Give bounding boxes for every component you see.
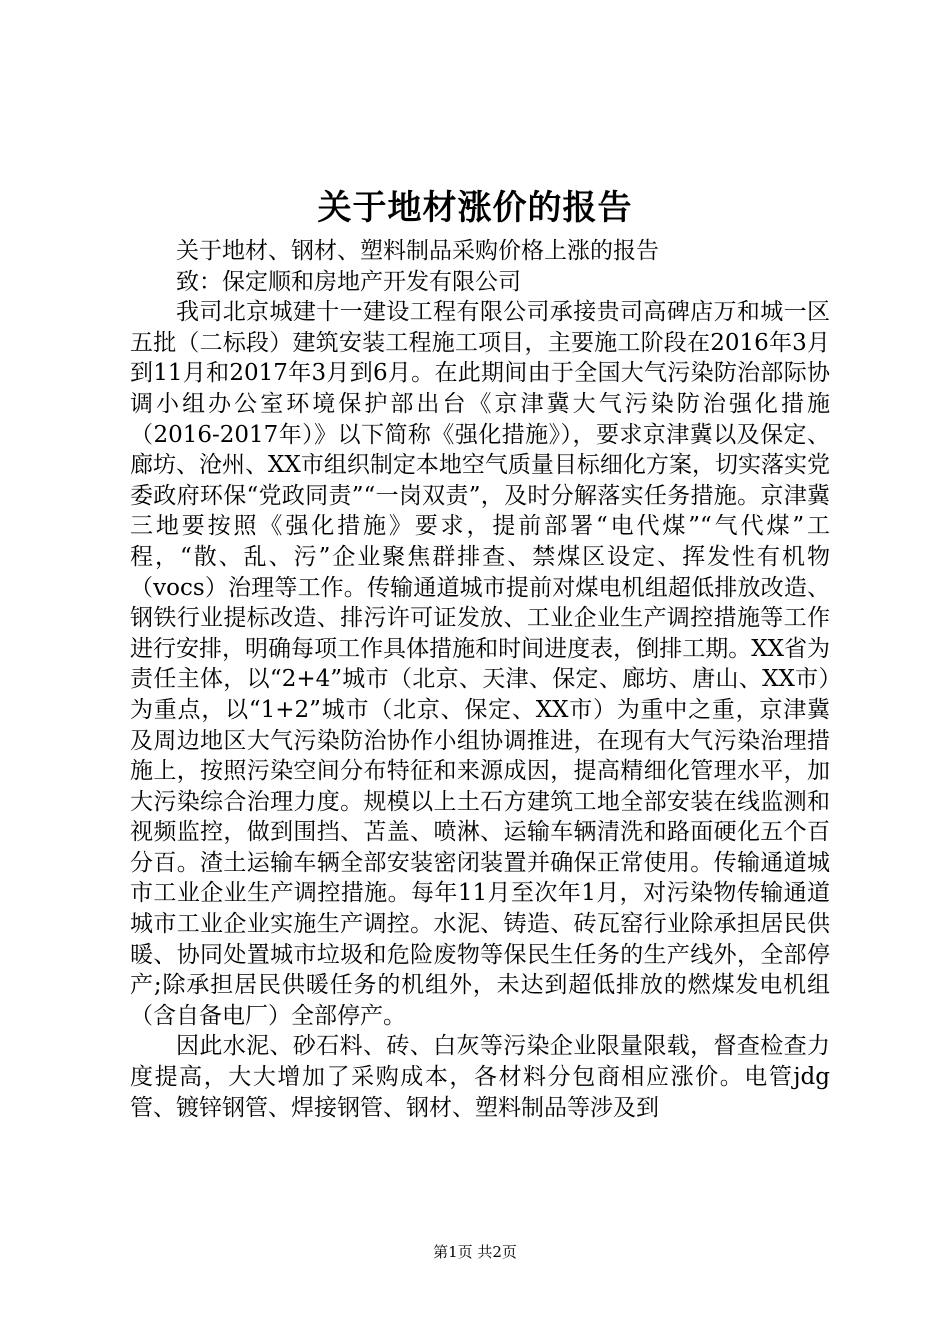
subtitle-line: 关于地材、钢材、塑料制品采购价格上涨的报告 bbox=[176, 238, 659, 264]
page-number-footer: 第1页 共2页 bbox=[433, 1243, 517, 1261]
document-body bbox=[130, 236, 830, 1123]
paragraph-2: 因此水泥、砂石料、砖、白灰等污染企业限量限载，督查检查力度提高，大大增加了采购成本，各材料分包商相应涨价。电管jdg管、镀锌钢管、焊接钢管、钢材、塑料制品等涉及到 bbox=[130, 1033, 830, 1121]
paragraph-1: 我司北京城建十一建设工程有限公司承接贵司高碑店万和城一区五批（二标段）建筑安装工程施工项目，主要施工阶段在2016年3月到11月和2017年3月到6月。在此期间由于全国大气污染防治部际协调小组办公室环境保护部出台《京津冀大气污染防治强化措施（2016-2017年）》以下简称《强化措施》），要求京津冀以及保定、廊坊、沧州、XX市组织制定本地空气质量目标细化方案，切实落实党委政府环保“党政同责”“一岗双责”，及时分解落实任务措施。京津冀三地要按照《强化措施》要求，提前部署“电代煤”“气代煤”工程，“散、乱、污”企业聚焦群排查、禁煤区设定、挥发性有机物（vocs）治理等工作。传输通道城市提前对煤电机组超低排放改造、钢铁行业提标改造、排污许可证发放、工业企业生产调控措施等工作进行安排，明确每项工作具体措施和时间进度表，倒排工期。XX省为责任主体，以“2+4”城市（北京、天津、保定、廊坊、唐山、XX市）为重点，以“1+2”城市（北京、保定、XX市）为重中之重，京津冀及周边地区大气污染防治协作小组协调推进，在现有大气污染治理措施上，按照污染空间分布特征和来源成因，提高精细化管理水平，加大污染综合治理力度。规模以上土石方建筑工地全部安装在线监测和视频监控，做到围挡、苫盖、喷淋、运输车辆清洗和路面硬化五个百分百。渣土运输车辆全部安装密闭装置并确保正常使用。传输通道城市工业企业生产调控措施。每年11月至次年1月，对污染物传输通道城市工业企业实施生产调控。水泥、铸造、砖瓦窑行业除承担居民供暖、协同处置城市垃圾和危险废物等保民生任务的生产线外，全部停产;除承担居民供暖任务的机组外，未达到超低排放的燃煤发电机组（含自备电厂）全部停产。 bbox=[130, 299, 830, 1029]
addressee-line: 致：保定顺和房地产开发有限公司 bbox=[176, 268, 521, 295]
document-title: 关于地材涨价的报告 bbox=[317, 188, 633, 228]
